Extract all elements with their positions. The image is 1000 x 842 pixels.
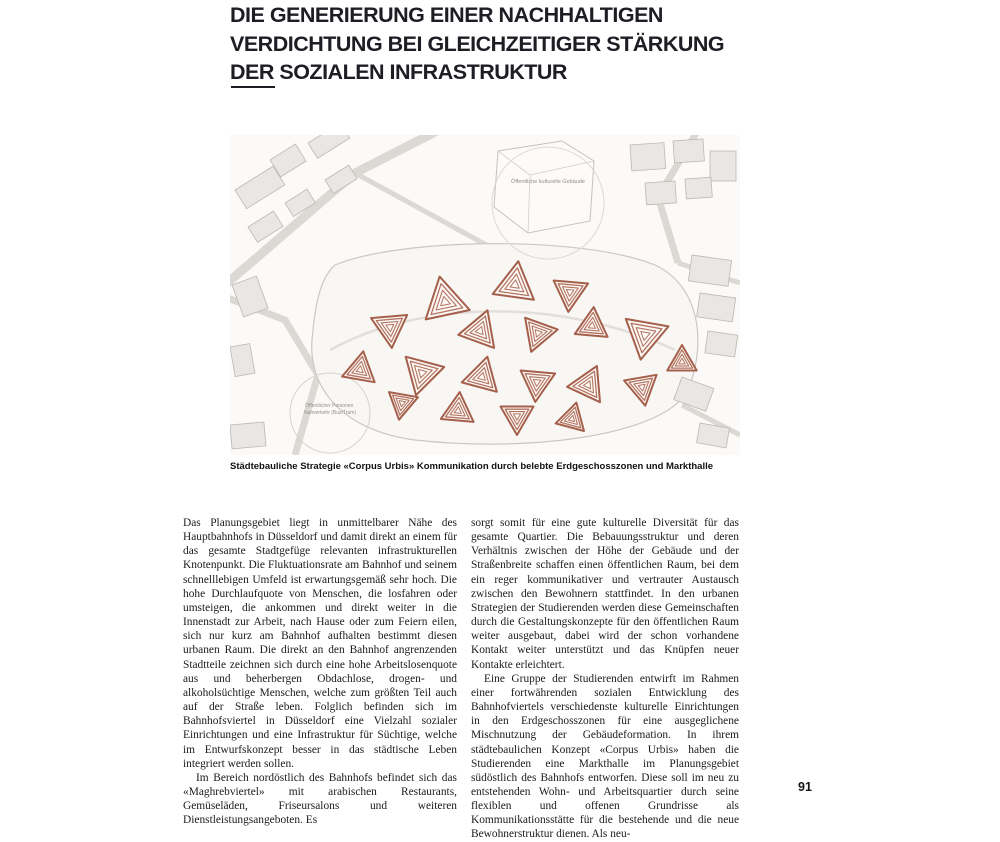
site-plan-illustration xyxy=(230,135,740,455)
cultural-building xyxy=(494,141,594,233)
title-line-1: DIE GENERIERUNG EINER NACHHALTIGEN xyxy=(230,3,663,27)
paragraph: sorgt somit für eine gute kulturelle Diversität für das gesamte Quartier. Die Bebauungsstruktur und deren Verhältnis zwischen der Höhe der Gebäude und der Straßenbreite schaffen einen öffentlichen Raum, bei dem ein reger kommunikativer und vertrauter Austausch zwischen den Bewohnern stattfindet. In den urbanen Strategien der Studierenden werden diese Gemeinschaften durch die Gestaltungskonzepte für den öffentlichen Raum weiter ausgebaut, dabei wird der schon vorhandene Kontakt weiter unterstützt und das Knüpfen neuer Kontakte erleichtert. xyxy=(471,517,739,671)
title-rule xyxy=(231,86,275,88)
masterplan-figure xyxy=(230,135,740,455)
body-left-column xyxy=(183,516,457,827)
title-line-2: VERDICHTUNG BEI GLEICHZEITIGER STÄRKUNG xyxy=(230,31,725,56)
transit-label-line-2: Nahverkehr (Bus/Tram) xyxy=(303,410,357,416)
page-title xyxy=(230,1,724,87)
body-right-column xyxy=(471,516,739,842)
paragraph: Im Bereich nordöstlich des Bahnhofs befindet sich das «Maghrebviertel» mit arabischen Restaurants, Gemüseläden, Friseursalons und weiteren Dienstleistungsangeboten. Es xyxy=(183,771,457,827)
paragraph: Eine Gruppe der Studierenden entwirft im Rahmen einer fortwährenden sozialen Entwicklung des Bahnhofviertels verschiedenste kulturelle Einrichtungen in den Erdgeschosszonen für eine ausgeglichene Mischnutzung der Gebäudeformation. In ihrem städtebaulichen Konzept «Corpus Urbis» haben die Studierenden eine Markthalle im Planungsgebiet südöstlich des Bahnhofs entworfen. Diese soll im neu zu entstehenden Wohn- und Arbeitsquartier durch seine flexiblen und offenen Grundrisse als Kommunikationsstätte für die bestehende und die neue Bewohnerstruktur dienen. Als neu- xyxy=(471,672,739,841)
page-number: 91 xyxy=(798,780,812,794)
title-line-3: DER SOZIALEN INFRASTRUKTUR xyxy=(230,60,567,84)
paragraph: Das Planungsgebiet liegt in unmittelbarer Nähe des Hauptbahnhofs in Düsseldorf und damit direkt an einem für das gesamte Stadtgefüge relevanten infrastrukturellen Knotenpunkt. Die Fluktuationsrate am Bahnhof und seinem schnelllebigen Umfeld ist erwartungsgemäß sehr hoch. Die hohe Durchlaufquote von Menschen, die losfahren oder umsteigen, die ankommen und direkt weiter in die Innenstadt zur Arbeit, nach Hause oder zum Feiern eilen, sich nur kurz am Bahnhof aufhalten bestimmt diesen urbanen Raum. Die direkt an den Bahnhof angrenzenden Stadtteile zeichnen sich durch eine hohe Arbeitslosenquote aus und beherbergen Obdachlose, drogen- und alkoholsüchtige Menschen, welche zum größten Teil auch auf der Straße leben. Folglich befinden sich im Bahnhofsviertel in Düsseldorf eine Vielzahl sozialer Einrichtungen und eine Infrastruktur für Süchtige, welche im Entwurfskonzept besser in das städtische Leben integriert werden sollen. xyxy=(183,517,457,770)
transit-label-line-1: Öffentlicher Personen xyxy=(305,403,354,409)
cultural-zone-label: Öffentliche kulturelle Gebäude xyxy=(511,179,585,185)
figure-caption: Städtebauliche Strategie «Corpus Urbis» Kommunikation durch belebte Erdgeschosszonen und Markthalle xyxy=(230,461,714,472)
